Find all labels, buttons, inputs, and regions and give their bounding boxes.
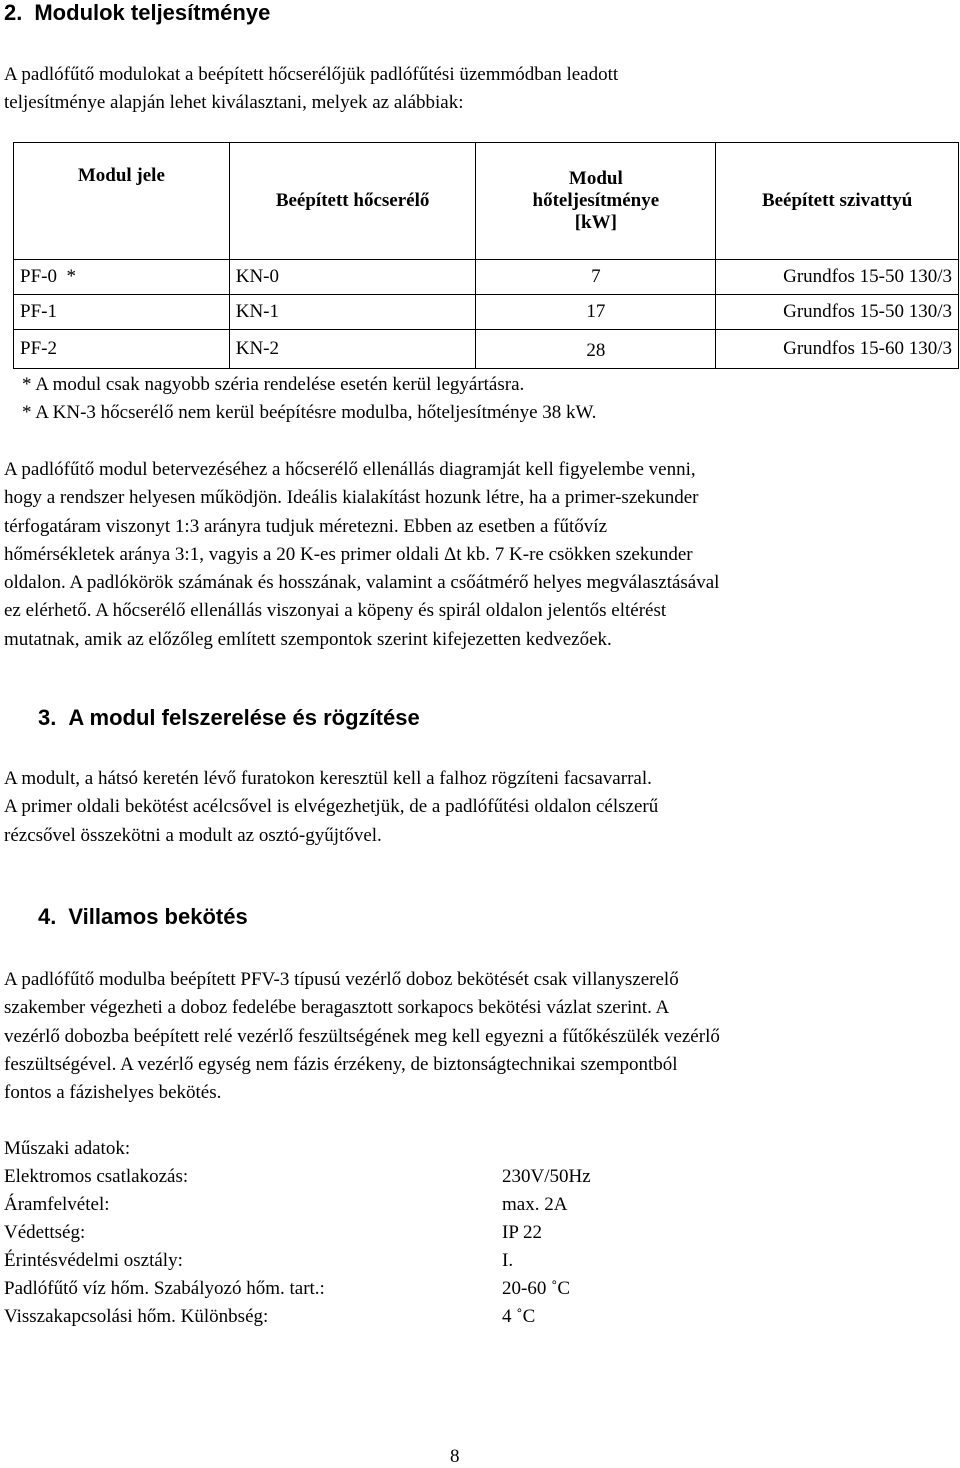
module-table bbox=[13, 142, 959, 369]
section-2-paragraph bbox=[4, 456, 956, 654]
section-2-number: 2. bbox=[4, 0, 23, 25]
spec-value: IP 22 bbox=[502, 1222, 542, 1243]
spec-label: Áramfelvétel: bbox=[4, 1194, 110, 1215]
cell-module-id: PF-0 * bbox=[14, 260, 230, 295]
cell-module-id: PF-2 bbox=[14, 330, 230, 369]
header-heat-output-line: [kW] bbox=[574, 212, 617, 233]
table-header-row bbox=[14, 143, 959, 260]
section-3-heading bbox=[38, 705, 420, 731]
spec-label: Padlófűtő víz hőm. Szabályozó hőm. tart.: bbox=[4, 1278, 325, 1299]
table-row bbox=[14, 330, 959, 369]
spec-row bbox=[4, 1219, 542, 1247]
header-heat-output-line: hőteljesítménye bbox=[532, 190, 660, 211]
section-3-paragraph bbox=[4, 765, 956, 850]
paragraph-line: ez elérhető. A hőcserélő ellenállás viszonyai a köpeny és spirál oldalon jelentős eltérést bbox=[4, 600, 667, 622]
spec-label: Visszakapcsolási hőm. Különbség: bbox=[4, 1306, 269, 1327]
section-4-paragraph bbox=[4, 966, 956, 1107]
section-2-heading bbox=[4, 0, 270, 26]
spec-label: Elektromos csatlakozás: bbox=[4, 1166, 189, 1187]
table-notes bbox=[22, 371, 596, 427]
spec-label: Érintésvédelmi osztály: bbox=[4, 1250, 183, 1271]
intro-line: A padlófűtő modulokat a beépített hőcserélőjük padlófűtési üzemmódban leadott bbox=[4, 64, 619, 85]
section-4-number: 4. bbox=[38, 904, 57, 929]
intro-line: teljesítménye alapján lehet kiválasztani, melyek az alábbiak: bbox=[4, 92, 464, 114]
cell-heat-output: 17 bbox=[476, 295, 716, 330]
note-line: * A KN-3 hőcserélő nem kerül beépítésre modulba, hőteljesítménye 38 kW. bbox=[22, 402, 597, 423]
spec-row bbox=[4, 1191, 568, 1219]
spec-value: 4 ˚C bbox=[502, 1306, 536, 1327]
page-number: 8 bbox=[450, 1446, 460, 1467]
cell-module-id: PF-1 bbox=[14, 295, 230, 330]
paragraph-line: fontos a fázishelyes bekötés. bbox=[4, 1082, 222, 1104]
spec-value: max. 2A bbox=[502, 1194, 568, 1215]
paragraph-line: A padlófűtő modulba beépített PFV-3 típusú vezérlő doboz bekötését csak villanyszerelő bbox=[4, 969, 679, 990]
cell-heat-exchanger: KN-2 bbox=[229, 330, 476, 369]
cell-heat-output: 7 bbox=[476, 260, 716, 295]
note-line: * A modul csak nagyobb széria rendelése esetén kerül legyártásra. bbox=[22, 374, 525, 395]
paragraph-line: A primer oldali bekötést acélcsővel is elvégezhetjük, de a padlófűtési oldalon célszerű bbox=[4, 796, 659, 818]
spec-label: Védettség: bbox=[4, 1222, 86, 1243]
specs-title: Műszaki adatok: bbox=[4, 1138, 131, 1159]
paragraph-line: A modult, a hátsó keretén lévő furatokon keresztül kell a falhoz rögzíteni facsavarral. bbox=[4, 768, 652, 789]
paragraph-line: vezérlő dobozba beépített relé vezérlő feszültségének meg kell egyezni a fűtőkészülék vezérlő bbox=[4, 1025, 720, 1047]
spec-row bbox=[4, 1303, 536, 1331]
section-2-intro bbox=[4, 61, 956, 118]
paragraph-line: feszültségével. A vezérlő egység nem fázis érzékeny, de biztonságtechnikai szempontból bbox=[4, 1053, 678, 1075]
cell-heat-exchanger: KN-1 bbox=[229, 295, 476, 330]
cell-pump: Grundfos 15-50 130/3 bbox=[716, 260, 959, 295]
spec-value: 20-60 ˚C bbox=[502, 1278, 571, 1299]
paragraph-line: hőmérsékletek aránya 3:1, vagyis a 20 K-es primer oldali Δt kb. 7 K-re csökken szekunder bbox=[4, 543, 693, 565]
spec-value: 230V/50Hz bbox=[502, 1166, 591, 1187]
spec-row bbox=[4, 1275, 571, 1303]
paragraph-line: hogy a rendszer helyesen működjön. Ideális kialakítást hozunk létre, ha a primer-szekunder bbox=[4, 487, 699, 509]
technical-specs bbox=[4, 1135, 591, 1331]
section-4-title: Villamos bekötés bbox=[68, 904, 248, 929]
header-module-id: Modul jele bbox=[14, 143, 230, 260]
header-pump: Beépített szivattyú bbox=[716, 143, 959, 260]
paragraph-line: A padlófűtő modul betervezéséhez a hőcserélő ellenállás diagramját kell figyelembe venni, bbox=[4, 459, 696, 480]
table-row bbox=[14, 295, 959, 330]
spec-value: I. bbox=[502, 1250, 514, 1271]
section-2-title: Modulok teljesítménye bbox=[34, 0, 271, 25]
header-heat-output-line: Modul bbox=[568, 168, 623, 189]
section-4-heading bbox=[38, 904, 248, 930]
section-3-number: 3. bbox=[38, 705, 57, 730]
cell-pump: Grundfos 15-60 130/3 bbox=[716, 330, 959, 369]
spec-row bbox=[4, 1247, 514, 1275]
header-heat-output bbox=[476, 143, 716, 260]
table-row bbox=[14, 260, 959, 295]
paragraph-line: oldalon. A padlókörök számának és hosszának, valamint a csőátmérő helyes megválasztásával bbox=[4, 572, 720, 594]
paragraph-line: mutatnak, amik az előzőleg említett szempontok szerint kifejezetten kedvezőek. bbox=[4, 628, 612, 650]
cell-heat-output: 28 bbox=[476, 330, 716, 369]
cell-pump: Grundfos 15-50 130/3 bbox=[716, 295, 959, 330]
header-heat-exchanger: Beépített hőcserélő bbox=[229, 143, 476, 260]
cell-heat-exchanger: KN-0 bbox=[229, 260, 476, 295]
paragraph-line: rézcsővel összekötni a modult az osztó-gyűjtővel. bbox=[4, 824, 382, 846]
section-3-title: A modul felszerelése és rögzítése bbox=[68, 705, 420, 730]
paragraph-line: térfogatáram viszonyt 1:3 arányra tudjuk méretezni. Ebben az esetben a fűtővíz bbox=[4, 515, 607, 537]
paragraph-line: szakember végezheti a doboz fedelébe beragasztott sorkapocs bekötési vázlat szerint. A bbox=[4, 997, 670, 1019]
spec-row bbox=[4, 1163, 591, 1191]
